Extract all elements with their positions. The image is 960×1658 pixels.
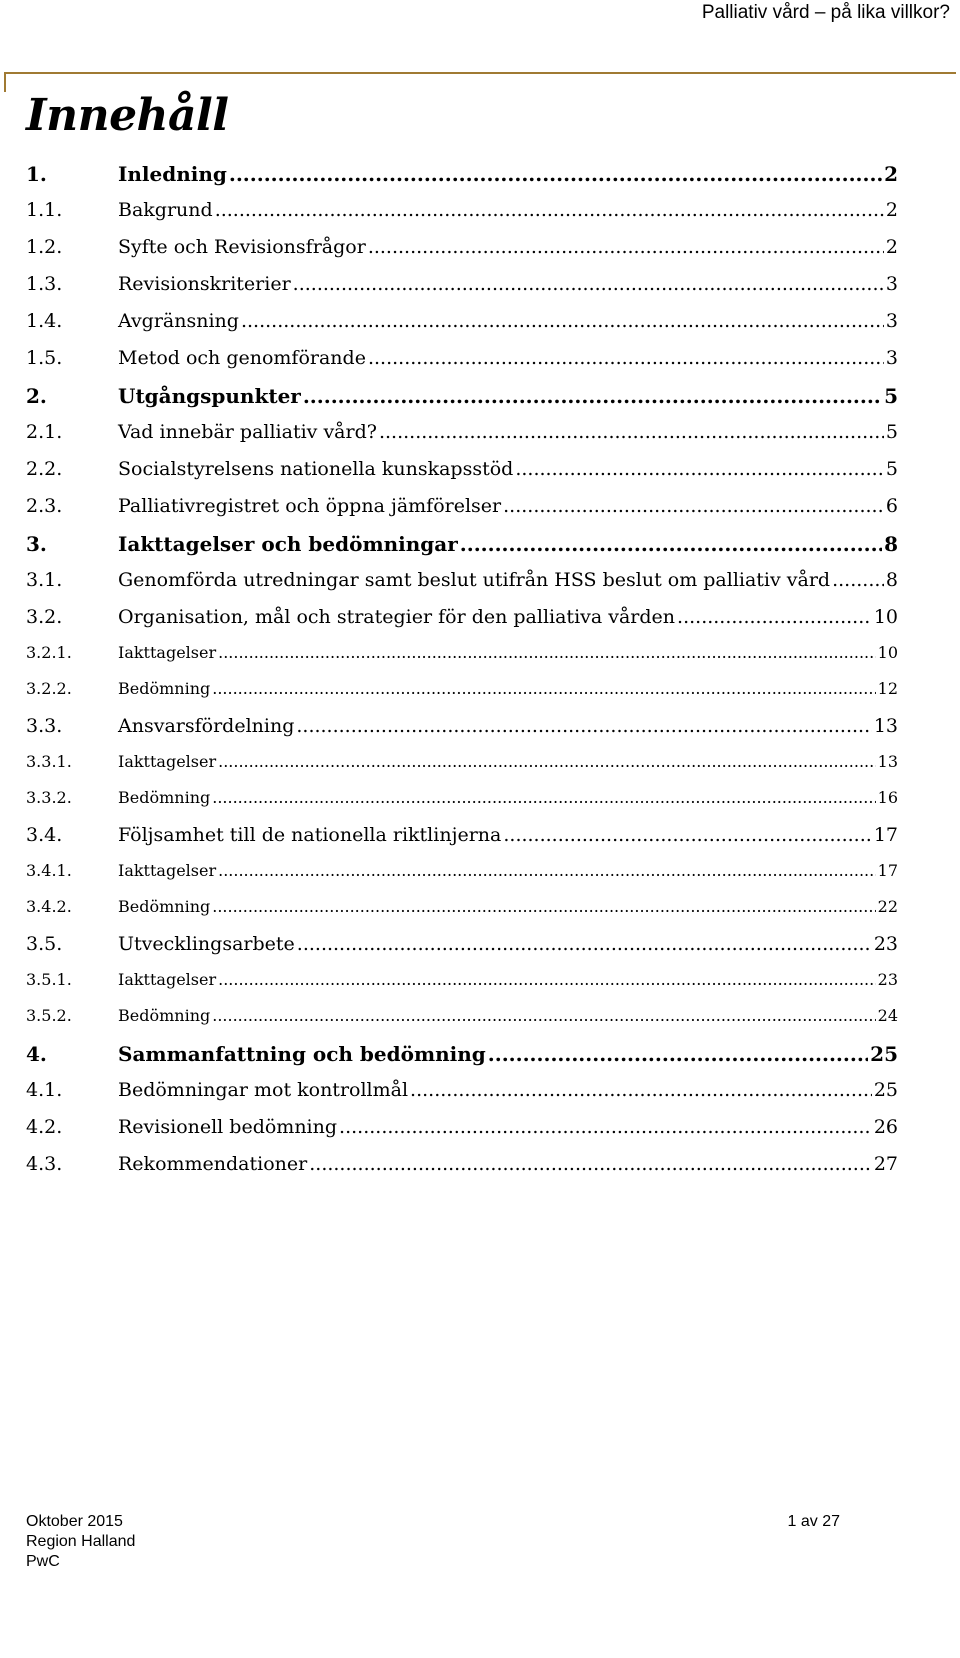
toc-entry-number: 3.5.1. <box>26 970 72 989</box>
toc-entry-number: 1.1. <box>26 199 63 221</box>
toc-dot-leader <box>309 1153 872 1175</box>
toc-entry[interactable] <box>26 347 898 384</box>
toc-entry-label[interactable]: Metod och genomförande <box>118 347 366 369</box>
toc-entry-page: 8 <box>885 569 898 591</box>
toc-dot-leader <box>488 1042 868 1066</box>
toc-entry-number: 3.3.2. <box>26 788 72 807</box>
toc-dot-leader <box>379 421 884 443</box>
toc-entry-number: 3.4.2. <box>26 897 72 916</box>
toc-entry-number: 1.3. <box>26 273 63 295</box>
toc-entry-label[interactable]: Palliativregistret och öppna jämförelser <box>118 495 502 517</box>
toc-entry-page: 23 <box>877 970 898 989</box>
toc-dot-leader <box>410 1079 872 1101</box>
toc-entry[interactable] <box>26 273 898 310</box>
toc-entry-label[interactable]: Utvecklingsarbete <box>118 933 295 955</box>
toc-dot-leader <box>296 715 871 737</box>
toc-dot-leader <box>293 273 884 295</box>
toc-entry-label[interactable]: Ansvarsfördelning <box>118 715 295 737</box>
footer-left <box>26 1512 135 1572</box>
toc-entry-number: 3.2.2. <box>26 679 72 698</box>
toc-entry-number: 3.5.2. <box>26 1006 72 1025</box>
toc-dot-leader <box>218 643 876 662</box>
toc-entry[interactable] <box>26 1006 898 1042</box>
toc-dot-leader <box>832 569 884 591</box>
toc-entry-number: 3.3.1. <box>26 752 72 771</box>
toc-entry-label[interactable]: Iakttagelser <box>118 643 217 662</box>
toc-dot-leader <box>218 861 876 880</box>
toc-entry-page: 26 <box>873 1116 898 1138</box>
toc-entry-page: 13 <box>873 715 898 737</box>
toc-entry-page: 23 <box>873 933 898 955</box>
toc-entry-page: 5 <box>885 458 898 480</box>
toc-entry[interactable] <box>26 384 898 421</box>
toc-entry-label[interactable]: Bakgrund <box>118 199 213 221</box>
toc-entry-number: 2.3. <box>26 495 63 517</box>
toc-entry-page: 16 <box>877 788 898 807</box>
toc-entry[interactable] <box>26 933 898 970</box>
toc-entry-page: 17 <box>873 824 898 846</box>
toc-entry-number: 2.2. <box>26 458 63 480</box>
toc-entry[interactable] <box>26 1153 898 1190</box>
toc-title: Innehåll <box>26 90 229 141</box>
toc-dot-leader <box>515 458 884 480</box>
toc-entry-label[interactable]: Genomförda utredningar samt beslut utifrån HSS beslut om palliativ vård <box>118 569 831 591</box>
toc-entry[interactable] <box>26 679 898 715</box>
toc-entry[interactable] <box>26 162 898 199</box>
toc-entry-label[interactable]: Revisionell bedömning <box>118 1116 338 1138</box>
toc-dot-leader <box>503 824 871 846</box>
toc-dot-leader <box>677 606 872 628</box>
toc-entry-label[interactable]: Inledning <box>118 162 227 186</box>
footer-company: PwC <box>26 1553 60 1570</box>
toc-entry-number: 3.2.1. <box>26 643 72 662</box>
toc-entry[interactable] <box>26 1116 898 1153</box>
toc-entry-label[interactable]: Bedömningar mot kontrollmål <box>118 1079 409 1101</box>
toc-entry[interactable] <box>26 970 898 1006</box>
toc-entry-page: 22 <box>877 897 898 916</box>
toc-dot-leader <box>218 970 876 989</box>
footer-page-count: 1 av 27 <box>787 1513 840 1530</box>
toc-entry[interactable] <box>26 752 898 788</box>
toc-dot-leader <box>212 788 875 807</box>
toc-entry-page: 24 <box>877 1006 898 1025</box>
toc-entry[interactable] <box>26 1079 898 1116</box>
toc-entry-label[interactable]: Iakttagelser <box>118 752 217 771</box>
toc-entry-page: 5 <box>885 421 898 443</box>
toc-entry-page: 25 <box>873 1079 898 1101</box>
toc-entry-page: 10 <box>877 643 898 662</box>
toc-dot-leader <box>339 1116 872 1138</box>
footer-organisation: Region Halland <box>26 1533 136 1550</box>
toc-dot-leader <box>503 495 884 517</box>
toc-entry-number: 2. <box>26 384 47 408</box>
toc-entry-number: 3.2. <box>26 606 63 628</box>
header-corner-rule <box>4 72 956 92</box>
toc-entry-page: 2 <box>884 162 898 186</box>
toc-entry-label[interactable]: Bedömning <box>118 679 211 698</box>
toc-dot-leader <box>303 384 882 408</box>
table-of-contents <box>26 162 898 1190</box>
toc-entry-page: 2 <box>885 199 898 221</box>
toc-dot-leader <box>368 347 884 369</box>
toc-entry-number: 1. <box>26 162 47 186</box>
toc-entry-label[interactable]: Rekommendationer <box>118 1153 308 1175</box>
toc-entry-page: 25 <box>870 1042 898 1066</box>
toc-entry-page: 5 <box>884 384 898 408</box>
footer-date: Oktober 2015 <box>26 1513 123 1530</box>
toc-entry-page: 10 <box>873 606 898 628</box>
toc-entry-number: 4. <box>26 1042 47 1066</box>
toc-entry-number: 1.2. <box>26 236 63 258</box>
toc-entry-number: 3. <box>26 532 47 556</box>
toc-entry-page: 3 <box>885 347 898 369</box>
toc-entry-label[interactable]: Iakttagelser <box>118 970 217 989</box>
toc-entry-number: 4.2. <box>26 1116 63 1138</box>
toc-dot-leader <box>212 679 875 698</box>
toc-entry-label[interactable]: Bedömning <box>118 788 211 807</box>
toc-entry-label[interactable]: Bedömning <box>118 897 211 916</box>
toc-dot-leader <box>215 199 884 221</box>
toc-entry-label[interactable]: Revisionskriterier <box>118 273 291 295</box>
toc-entry-number: 3.4. <box>26 824 63 846</box>
toc-entry-label[interactable]: Syfte och Revisionsfrågor <box>118 236 366 258</box>
toc-entry[interactable] <box>26 236 898 273</box>
toc-entry[interactable] <box>26 788 898 824</box>
toc-dot-leader <box>212 1006 875 1025</box>
toc-entry[interactable] <box>26 495 898 532</box>
toc-entry[interactable] <box>26 421 898 458</box>
toc-entry-label[interactable]: Utgångspunkter <box>118 384 301 408</box>
toc-entry-number: 3.1. <box>26 569 63 591</box>
toc-entry-label[interactable]: Iakttagelser och bedömningar <box>118 532 458 556</box>
toc-dot-leader <box>460 532 882 556</box>
toc-entry[interactable] <box>26 1042 898 1079</box>
toc-entry-page: 3 <box>885 310 898 332</box>
toc-entry-label[interactable]: Iakttagelser <box>118 861 217 880</box>
toc-entry[interactable] <box>26 897 898 933</box>
toc-entry-label[interactable]: Följsamhet till de nationella riktlinjerna <box>118 824 502 846</box>
toc-entry-label[interactable]: Avgränsning <box>118 310 239 332</box>
toc-entry-page: 27 <box>873 1153 898 1175</box>
running-header-title: Palliativ vård – på lika villkor? <box>701 2 950 23</box>
toc-entry[interactable] <box>26 824 898 861</box>
toc-dot-leader <box>229 162 882 186</box>
toc-entry-number: 1.5. <box>26 347 63 369</box>
toc-entry-page: 12 <box>877 679 898 698</box>
toc-entry-label[interactable]: Bedömning <box>118 1006 211 1025</box>
toc-entry-page: 8 <box>884 532 898 556</box>
toc-entry-label[interactable]: Sammanfattning och bedömning <box>118 1042 486 1066</box>
toc-entry[interactable] <box>26 606 898 643</box>
toc-entry-number: 4.3. <box>26 1153 63 1175</box>
toc-entry[interactable] <box>26 643 898 679</box>
toc-entry[interactable] <box>26 715 898 752</box>
toc-entry-page: 13 <box>877 752 898 771</box>
toc-entry-number: 3.5. <box>26 933 63 955</box>
toc-entry[interactable] <box>26 458 898 495</box>
toc-entry[interactable] <box>26 310 898 347</box>
toc-entry-page: 3 <box>885 273 898 295</box>
toc-entry-page: 2 <box>885 236 898 258</box>
toc-entry-number: 3.4.1. <box>26 861 72 880</box>
toc-dot-leader <box>218 752 876 771</box>
toc-entry-page: 17 <box>877 861 898 880</box>
toc-entry-label[interactable]: Vad innebär palliativ vård? <box>118 421 377 443</box>
toc-dot-leader <box>368 236 884 258</box>
toc-entry[interactable] <box>26 199 898 236</box>
toc-entry[interactable] <box>26 861 898 897</box>
toc-entry-label[interactable]: Socialstyrelsens nationella kunskapsstöd <box>118 458 514 480</box>
toc-entry-number: 1.4. <box>26 310 63 332</box>
toc-dot-leader <box>241 310 884 332</box>
toc-entry-label[interactable]: Organisation, mål och strategier för den palliativa vården <box>118 606 676 628</box>
toc-entry-number: 2.1. <box>26 421 63 443</box>
toc-dot-leader <box>212 897 875 916</box>
toc-entry-page: 6 <box>885 495 898 517</box>
toc-dot-leader <box>297 933 872 955</box>
toc-entry-number: 3.3. <box>26 715 63 737</box>
toc-entry-number: 4.1. <box>26 1079 63 1101</box>
toc-entry[interactable] <box>26 532 898 569</box>
toc-entry[interactable] <box>26 569 898 606</box>
